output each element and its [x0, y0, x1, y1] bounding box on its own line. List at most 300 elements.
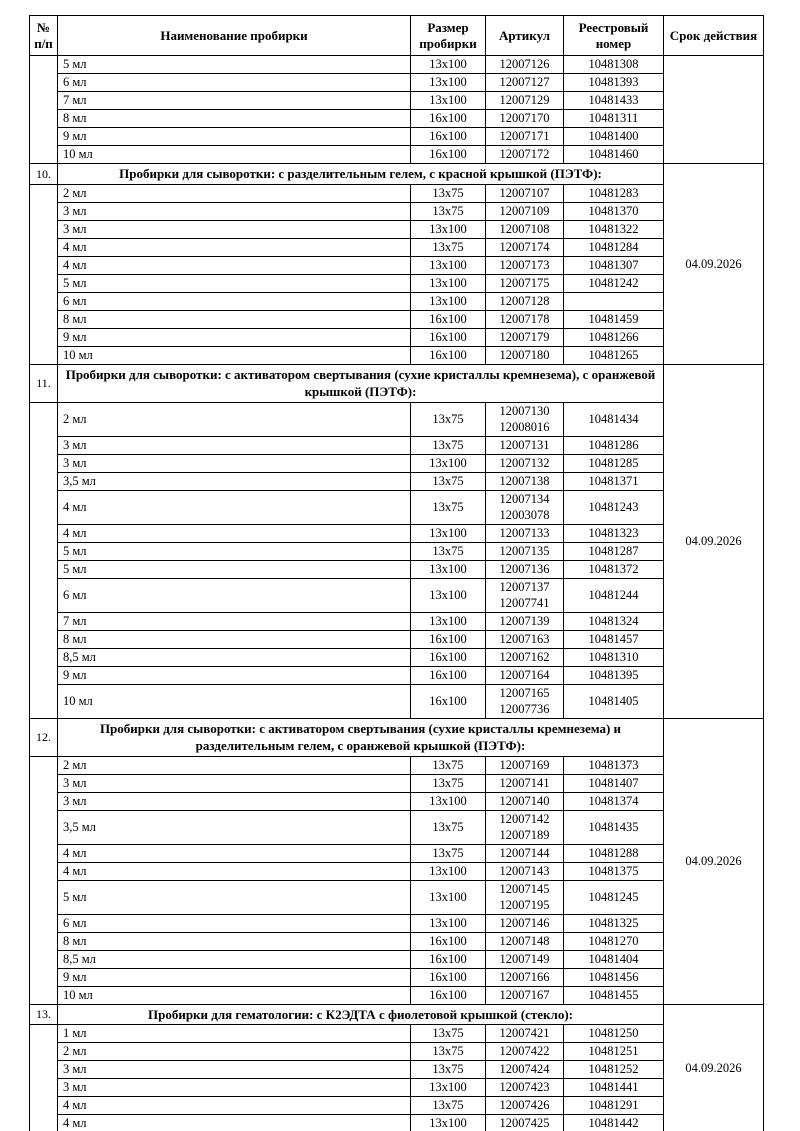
section-header-row: [30, 1004, 764, 1025]
article-number: 12007108: [499, 221, 550, 236]
col-header-article: Артикул: [486, 16, 564, 56]
tube-size-cell: 13x100: [411, 880, 486, 914]
article-number: 12007126: [499, 57, 550, 72]
article-number: 12007109: [499, 203, 550, 218]
tube-size-cell: 13x100: [411, 578, 486, 612]
table-row: [30, 146, 764, 164]
tube-size-cell: 13x100: [411, 560, 486, 578]
registry-number-cell: 10481442: [564, 1115, 664, 1131]
article-cell: [486, 968, 564, 986]
tube-name-cell: 3 мл: [58, 1061, 411, 1079]
section-header-row: [30, 164, 764, 185]
article-cell: [486, 490, 564, 524]
registry-number-cell: 10481435: [564, 810, 664, 844]
article-number: 12007133: [499, 525, 550, 540]
article-cell: [486, 756, 564, 774]
tube-name-cell: 3 мл: [58, 202, 411, 220]
tube-size-cell: 13x75: [411, 810, 486, 844]
tube-name-cell: 9 мл: [58, 968, 411, 986]
article-cell: [486, 436, 564, 454]
article-number: 12007425: [499, 1116, 550, 1131]
validity-date: 04.09.2026: [664, 718, 764, 1004]
table-row: [30, 968, 764, 986]
registry-number-cell: 10481307: [564, 256, 664, 274]
tube-name-cell: 10 мл: [58, 346, 411, 364]
tube-name-cell: 3 мл: [58, 220, 411, 238]
tube-size-cell: 13x75: [411, 1043, 486, 1061]
section-number: 11.: [30, 364, 58, 402]
article-number: 12007142: [499, 811, 550, 826]
registry-number-cell: 10481404: [564, 950, 664, 968]
registry-number-cell: 10481288: [564, 844, 664, 862]
table-row: [30, 914, 764, 932]
registry-number-cell: 10481251: [564, 1043, 664, 1061]
table-row: [30, 1097, 764, 1115]
article-number: 12007145: [499, 881, 550, 896]
article-number: 12007424: [499, 1062, 550, 1077]
article-cell: [486, 950, 564, 968]
registry-number-cell: [564, 292, 664, 310]
article-number: 12007172: [499, 147, 550, 162]
article-cell: [486, 92, 564, 110]
article-cell: [486, 110, 564, 128]
section-header-row: [30, 718, 764, 756]
registry-number-cell: 10481283: [564, 184, 664, 202]
registry-number-cell: 10481371: [564, 472, 664, 490]
table-row: [30, 1115, 764, 1131]
tube-name-cell: 4 мл: [58, 238, 411, 256]
article-number: 12007169: [499, 757, 550, 772]
registry-number-cell: 10481324: [564, 612, 664, 630]
article-number: 12007139: [499, 613, 550, 628]
article-number: 12007165: [499, 685, 550, 700]
tube-size-cell: 13x100: [411, 612, 486, 630]
section-number: 13.: [30, 1004, 58, 1025]
article-number: 12007128: [499, 293, 550, 308]
article-number: 12007736: [499, 702, 550, 716]
registry-number-cell: 10481455: [564, 986, 664, 1004]
tube-name-cell: 2 мл: [58, 1043, 411, 1061]
article-number: 12007132: [499, 455, 550, 470]
article-number: 12007167: [499, 987, 550, 1002]
table-row: [30, 202, 764, 220]
tube-size-cell: 13x75: [411, 1097, 486, 1115]
number-spacer-cell: [30, 402, 58, 718]
tube-size-cell: 13x100: [411, 914, 486, 932]
table-row: [30, 630, 764, 648]
article-number: 12007180: [499, 347, 550, 362]
table-row: [30, 684, 764, 718]
article-cell: [486, 346, 564, 364]
tube-size-cell: 16x100: [411, 986, 486, 1004]
article-cell: [486, 310, 564, 328]
article-cell: [486, 932, 564, 950]
tube-size-cell: 13x75: [411, 402, 486, 436]
article-number: 12007140: [499, 793, 550, 808]
registry-number-cell: 10481441: [564, 1079, 664, 1097]
table-row: [30, 436, 764, 454]
tube-size-cell: 16x100: [411, 310, 486, 328]
tubes-table: [29, 15, 764, 1131]
section-title: Пробирки для сыворотки: с разделительным гелем, с красной крышкой (ПЭТФ):: [58, 164, 664, 185]
section-header-row: [30, 364, 764, 402]
table-body: [30, 56, 764, 1131]
registry-number-cell: 10481460: [564, 146, 664, 164]
tube-size-cell: 13x75: [411, 1061, 486, 1079]
tube-name-cell: 6 мл: [58, 74, 411, 92]
tube-name-cell: 3 мл: [58, 792, 411, 810]
article-number: 12007166: [499, 969, 550, 984]
table-row: [30, 774, 764, 792]
tube-name-cell: 5 мл: [58, 56, 411, 74]
tube-size-cell: 16x100: [411, 666, 486, 684]
article-cell: [486, 402, 564, 436]
section-title: Пробирки для сыворотки: с активатором свертывания (сухие кристаллы кремнезема) и разделительным гелем, с оранжевой крышкой (ПЭТФ):: [58, 718, 664, 756]
article-cell: [486, 146, 564, 164]
tube-name-cell: 7 мл: [58, 92, 411, 110]
tube-name-cell: 2 мл: [58, 184, 411, 202]
registry-number-cell: 10481242: [564, 274, 664, 292]
tube-size-cell: 16x100: [411, 648, 486, 666]
article-number: 12007146: [499, 915, 550, 930]
tube-size-cell: 13x100: [411, 1079, 486, 1097]
table-row: [30, 490, 764, 524]
article-cell: [486, 684, 564, 718]
tube-size-cell: 16x100: [411, 950, 486, 968]
registry-number-cell: 10481265: [564, 346, 664, 364]
registry-number-cell: 10481433: [564, 92, 664, 110]
tube-name-cell: 8 мл: [58, 110, 411, 128]
table-row: [30, 1043, 764, 1061]
col-header-validity: Срок действия: [664, 16, 764, 56]
registry-number-cell: 10481457: [564, 630, 664, 648]
registry-number-cell: 10481243: [564, 490, 664, 524]
validity-empty-cell: [664, 56, 764, 164]
validity-date: 04.09.2026: [664, 1004, 764, 1131]
tube-size-cell: 13x75: [411, 542, 486, 560]
tube-name-cell: 5 мл: [58, 560, 411, 578]
article-number: 12007162: [499, 649, 550, 664]
tube-name-cell: 4 мл: [58, 844, 411, 862]
tube-size-cell: 13x100: [411, 220, 486, 238]
tube-name-cell: 3 мл: [58, 436, 411, 454]
tube-size-cell: 13x100: [411, 292, 486, 310]
tube-name-cell: 10 мл: [58, 684, 411, 718]
number-spacer-cell: [30, 184, 58, 364]
tube-name-cell: 6 мл: [58, 578, 411, 612]
article-cell: [486, 1079, 564, 1097]
table-row: [30, 862, 764, 880]
registry-number-cell: 10481395: [564, 666, 664, 684]
tube-size-cell: 13x100: [411, 792, 486, 810]
section-number: 12.: [30, 718, 58, 756]
table-row: [30, 1061, 764, 1079]
registry-number-cell: 10481393: [564, 74, 664, 92]
tube-size-cell: 16x100: [411, 346, 486, 364]
article-number: 12007421: [499, 1026, 550, 1041]
article-cell: [486, 1061, 564, 1079]
tube-size-cell: 13x75: [411, 490, 486, 524]
article-number: 12007127: [499, 75, 550, 90]
tube-size-cell: 16x100: [411, 630, 486, 648]
article-cell: [486, 862, 564, 880]
registry-number-cell: 10481375: [564, 862, 664, 880]
tube-name-cell: 5 мл: [58, 274, 411, 292]
tube-name-cell: 5 мл: [58, 542, 411, 560]
article-number: 12007175: [499, 275, 550, 290]
article-cell: [486, 524, 564, 542]
article-number: 12007138: [499, 473, 550, 488]
tube-size-cell: 16x100: [411, 684, 486, 718]
article-cell: [486, 220, 564, 238]
article-cell: [486, 648, 564, 666]
registry-number-cell: 10481250: [564, 1025, 664, 1043]
tube-name-cell: 4 мл: [58, 862, 411, 880]
article-cell: [486, 292, 564, 310]
tube-name-cell: 3 мл: [58, 774, 411, 792]
validity-date: 04.09.2026: [664, 364, 764, 718]
header-row: [30, 16, 764, 56]
registry-number-cell: 10481407: [564, 774, 664, 792]
tube-name-cell: 8,5 мл: [58, 648, 411, 666]
article-number: 12007423: [499, 1080, 550, 1095]
article-number: 12007170: [499, 111, 550, 126]
article-cell: [486, 454, 564, 472]
number-spacer-cell: [30, 1025, 58, 1131]
tube-name-cell: 3 мл: [58, 454, 411, 472]
tube-name-cell: 1 мл: [58, 1025, 411, 1043]
table-row: [30, 792, 764, 810]
registry-number-cell: 10481322: [564, 220, 664, 238]
registry-number-cell: 10481244: [564, 578, 664, 612]
table-row: [30, 128, 764, 146]
table-row: [30, 1079, 764, 1097]
tube-name-cell: 9 мл: [58, 328, 411, 346]
article-cell: [486, 774, 564, 792]
tube-size-cell: 13x100: [411, 56, 486, 74]
article-cell: [486, 844, 564, 862]
tube-size-cell: 13x75: [411, 774, 486, 792]
article-number: 12007173: [499, 257, 550, 272]
tube-name-cell: 6 мл: [58, 292, 411, 310]
tube-name-cell: 10 мл: [58, 986, 411, 1004]
tube-name-cell: 8 мл: [58, 310, 411, 328]
article-number: 12007195: [499, 898, 550, 912]
tube-size-cell: 13x75: [411, 202, 486, 220]
article-number: 12007178: [499, 311, 550, 326]
article-cell: [486, 202, 564, 220]
tube-size-cell: 13x100: [411, 454, 486, 472]
article-number: 12007422: [499, 1044, 550, 1059]
table-row: [30, 310, 764, 328]
article-cell: [486, 560, 564, 578]
registry-number-cell: 10481284: [564, 238, 664, 256]
section-title: Пробирки для гематологии: с К2ЭДТА с фиолетовой крышкой (стекло):: [58, 1004, 664, 1025]
tube-size-cell: 13x75: [411, 184, 486, 202]
tube-size-cell: 16x100: [411, 146, 486, 164]
tube-name-cell: 10 мл: [58, 146, 411, 164]
col-header-registry: Реестровый номер: [564, 16, 664, 56]
tube-size-cell: 13x75: [411, 238, 486, 256]
registry-number-cell: 10481325: [564, 914, 664, 932]
article-cell: [486, 542, 564, 560]
table-row: [30, 932, 764, 950]
tube-size-cell: 13x100: [411, 862, 486, 880]
tube-size-cell: 16x100: [411, 968, 486, 986]
registry-number-cell: 10481372: [564, 560, 664, 578]
tube-name-cell: 8,5 мл: [58, 950, 411, 968]
tube-name-cell: 3,5 мл: [58, 810, 411, 844]
article-number: 12007179: [499, 329, 550, 344]
tube-size-cell: 16x100: [411, 128, 486, 146]
article-number: 12007134: [499, 491, 550, 506]
article-cell: [486, 1043, 564, 1061]
tube-size-cell: 13x100: [411, 74, 486, 92]
table-row: [30, 402, 764, 436]
article-number: 12007129: [499, 93, 550, 108]
registry-number-cell: 10481311: [564, 110, 664, 128]
table-row: [30, 844, 764, 862]
table-row: [30, 612, 764, 630]
article-number: 12007189: [499, 828, 550, 842]
tube-size-cell: 13x75: [411, 756, 486, 774]
table-row: [30, 346, 764, 364]
col-header-name: Наименование пробирки: [58, 16, 411, 56]
article-number: 12007148: [499, 933, 550, 948]
tube-name-cell: 9 мл: [58, 666, 411, 684]
table-row: [30, 880, 764, 914]
tube-size-cell: 16x100: [411, 932, 486, 950]
table-row: [30, 648, 764, 666]
validity-date: 04.09.2026: [664, 164, 764, 365]
tube-name-cell: 6 мл: [58, 914, 411, 932]
table-row: [30, 274, 764, 292]
tube-name-cell: 8 мл: [58, 932, 411, 950]
tube-name-cell: 4 мл: [58, 1097, 411, 1115]
tube-size-cell: 13x100: [411, 274, 486, 292]
table-row: [30, 666, 764, 684]
number-spacer-cell: [30, 56, 58, 164]
table-row: [30, 472, 764, 490]
article-cell: [486, 810, 564, 844]
table-row: [30, 560, 764, 578]
table-row: [30, 74, 764, 92]
registry-number-cell: 10481308: [564, 56, 664, 74]
article-number: 12007171: [499, 129, 550, 144]
tube-name-cell: 9 мл: [58, 128, 411, 146]
table-row: [30, 256, 764, 274]
article-number: 12007426: [499, 1098, 550, 1113]
article-number: 12007130: [499, 403, 550, 418]
table-row: [30, 950, 764, 968]
article-number: 12007143: [499, 863, 550, 878]
col-header-size: Размер пробирки: [411, 16, 486, 56]
tube-size-cell: 13x100: [411, 92, 486, 110]
article-cell: [486, 328, 564, 346]
table-row: [30, 220, 764, 238]
article-cell: [486, 256, 564, 274]
table-row: [30, 810, 764, 844]
table-header: [30, 16, 764, 56]
tube-name-cell: 3,5 мл: [58, 472, 411, 490]
article-number: 12007136: [499, 561, 550, 576]
registry-number-cell: 10481323: [564, 524, 664, 542]
article-cell: [486, 1097, 564, 1115]
article-number: 12007741: [499, 596, 550, 610]
table-row: [30, 524, 764, 542]
table-row: [30, 542, 764, 560]
article-number: 12007164: [499, 667, 550, 682]
table-row: [30, 238, 764, 256]
registry-number-cell: 10481456: [564, 968, 664, 986]
tube-name-cell: 4 мл: [58, 1115, 411, 1131]
section-title: Пробирки для сыворотки: с активатором свертывания (сухие кристаллы кремнезема), с оранжевой крышкой (ПЭТФ):: [58, 364, 664, 402]
table-row: [30, 1025, 764, 1043]
registry-number-cell: 10481252: [564, 1061, 664, 1079]
registry-number-cell: 10481310: [564, 648, 664, 666]
registry-number-cell: 10481374: [564, 792, 664, 810]
article-cell: [486, 74, 564, 92]
article-number: 12007137: [499, 579, 550, 594]
tube-name-cell: 4 мл: [58, 256, 411, 274]
tube-name-cell: 7 мл: [58, 612, 411, 630]
article-cell: [486, 238, 564, 256]
article-cell: [486, 56, 564, 74]
article-cell: [486, 472, 564, 490]
table-row: [30, 986, 764, 1004]
registry-number-cell: 10481370: [564, 202, 664, 220]
article-number: 12007174: [499, 239, 550, 254]
registry-number-cell: 10481459: [564, 310, 664, 328]
registry-number-cell: 10481373: [564, 756, 664, 774]
article-cell: [486, 666, 564, 684]
table-row: [30, 756, 764, 774]
col-header-number: № п/п: [30, 16, 58, 56]
article-cell: [486, 986, 564, 1004]
tube-name-cell: 5 мл: [58, 880, 411, 914]
article-cell: [486, 578, 564, 612]
table-row: [30, 110, 764, 128]
tube-size-cell: 13x75: [411, 844, 486, 862]
article-number: 12008016: [499, 420, 550, 434]
tube-size-cell: 13x100: [411, 1115, 486, 1131]
tube-size-cell: 16x100: [411, 110, 486, 128]
registry-number-cell: 10481405: [564, 684, 664, 718]
number-spacer-cell: [30, 756, 58, 1004]
tube-size-cell: 13x100: [411, 256, 486, 274]
article-number: 12007163: [499, 631, 550, 646]
article-number: 12003078: [499, 508, 550, 522]
tube-name-cell: 3 мл: [58, 1079, 411, 1097]
article-cell: [486, 630, 564, 648]
tube-name-cell: 4 мл: [58, 490, 411, 524]
article-cell: [486, 274, 564, 292]
table-row: [30, 92, 764, 110]
tube-name-cell: 2 мл: [58, 756, 411, 774]
article-cell: [486, 914, 564, 932]
article-number: 12007135: [499, 543, 550, 558]
tube-name-cell: 8 мл: [58, 630, 411, 648]
registry-number-cell: 10481434: [564, 402, 664, 436]
table-row: [30, 578, 764, 612]
tube-size-cell: 13x100: [411, 524, 486, 542]
registry-number-cell: 10481287: [564, 542, 664, 560]
article-number: 12007131: [499, 437, 550, 452]
article-cell: [486, 612, 564, 630]
tube-size-cell: 16x100: [411, 328, 486, 346]
registry-number-cell: 10481245: [564, 880, 664, 914]
tube-size-cell: 13x75: [411, 472, 486, 490]
